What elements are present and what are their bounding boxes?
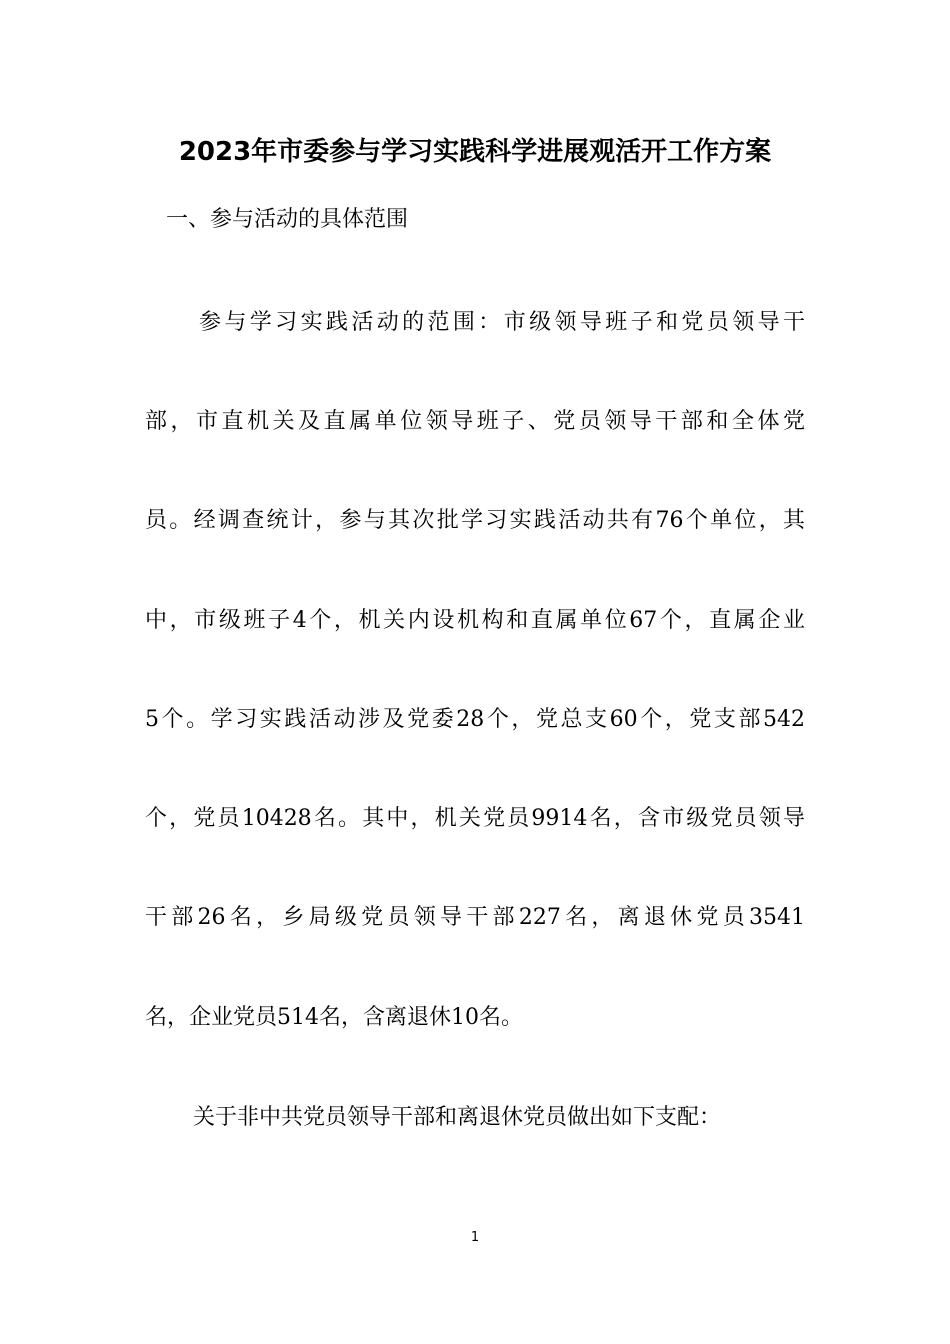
section-heading: 一、参与活动的具体范围 [166, 207, 409, 232]
paragraph-line: 员。经调查统计，参与其次批学习实践活动共有76个单位，其 [145, 508, 805, 533]
paragraph-line: 中，市级班子4个，机关内设机构和直属单位67个，直属企业 [145, 608, 805, 633]
paragraph-line: 部，市直机关及直属单位领导班子、党员领导干部和全体党 [145, 409, 805, 434]
paragraph-line: 参与学习实践活动的范围：市级领导班子和党员领导干 [199, 310, 805, 335]
paragraph-line: 名，企业党员514名，含离退休10名。 [145, 1005, 523, 1030]
paragraph-line: 个，党员10428名。其中，机关党员9914名，含市级党员领导 [145, 806, 805, 831]
paragraph-line: 5个。学习实践活动涉及党委28个，党总支60个，党支部542 [145, 707, 805, 732]
page-number: 1 [470, 1230, 480, 1245]
paragraph-text: 关于非中共党员领导干部和离退休党员做出如下支配： [193, 1105, 722, 1130]
document-title: 2023年市委参与学习实践科学进展观活开工作方案 [178, 137, 772, 167]
paragraph-line: 干部26名，乡局级党员领导干部227名，离退休党员3541 [145, 905, 805, 930]
